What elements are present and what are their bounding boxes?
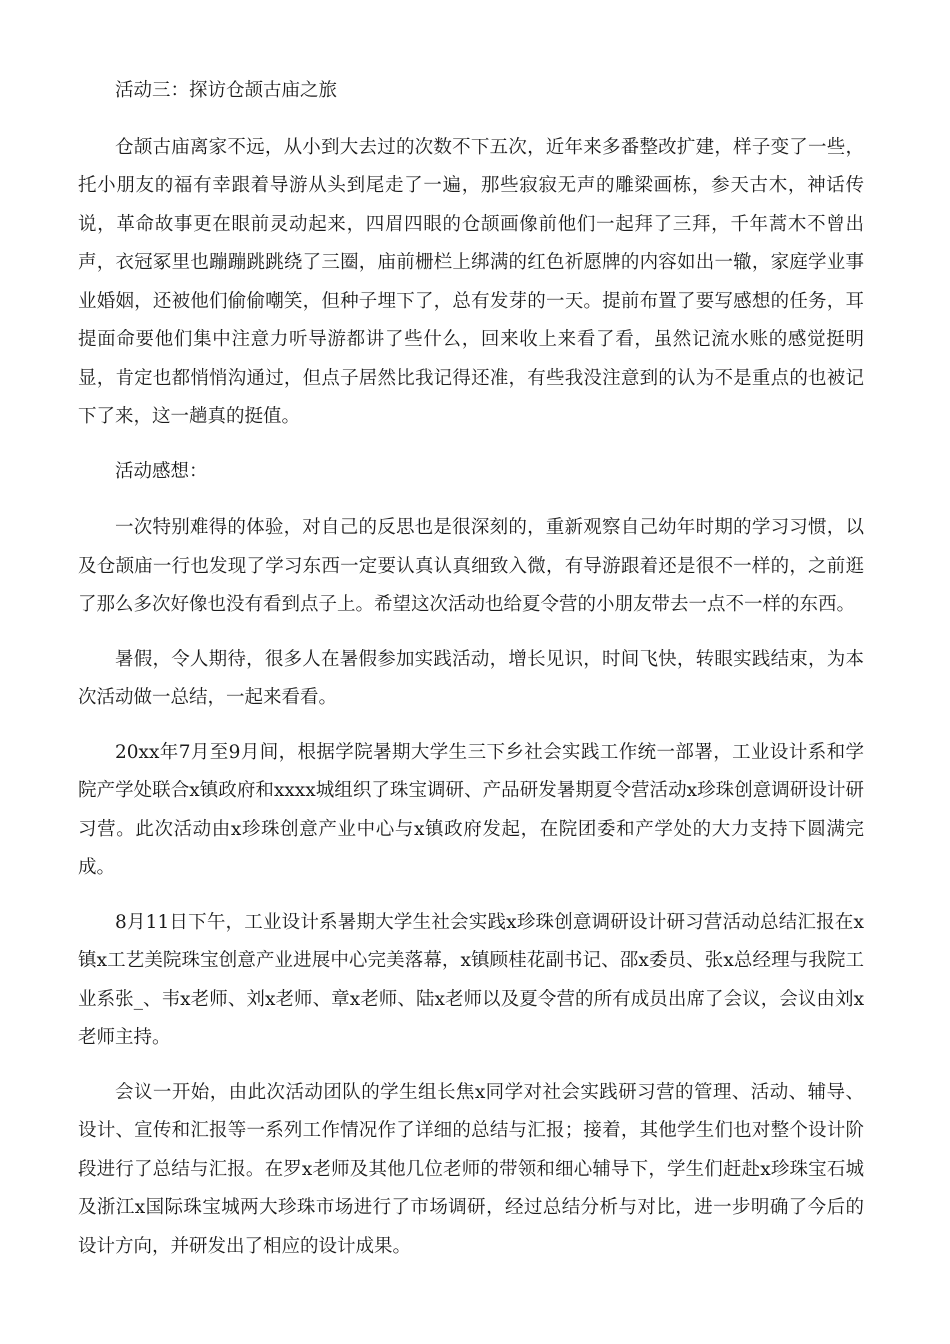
paragraph-reflection: 一次特别难得的体验，对自己的反思也是很深刻的，重新观察自己幼年时期的学习习惯，以及仓颉庙一行也发现了学习东西一定要认真认真细致入微，有导游跟着还是很不一样的，之前逛了那么多次好像也没有看到点子上。希望这次活动也给夏令营的小朋友带去一点不一样的东西。 xyxy=(78,517,864,615)
section-heading-reflections: 活动感想： xyxy=(115,460,208,482)
paragraph-camp-overview: 20xx年7月至9月间，根据学院暑期大学生三下乡社会实践工作统一部署，工业设计系和学院产学处联合x镇政府和xxxx城组织了珠宝调研、产品研发暑期夏令营活动x珍珠创意调研设计研习营。此次活动由x珍珠创意产业中心与x镇政府发起，在院团委和产学处的大力支持下圆满完成。 xyxy=(78,741,864,878)
section-heading-activity-three: 活动三：探访仓颉古庙之旅 xyxy=(115,80,338,101)
paragraph-meeting-summary: 会议一开始，由此次活动团队的学生组长焦x同学对社会实践研习营的管理、活动、辅导、设计、宣传和汇报等一系列工作情况作了详细的总结与汇报；接着，其他学生们也对整个设计阶段进行了总结与汇报。在罗x老师及其他几位老师的带领和细心辅导下，学生们赶赴x珍珠宝石城及浙江x国际珠宝城两大珍珠市场进行了市场调研，经过总结分析与对比，进一步明确了今后的设计方向，并研发出了相应的设计成果。 xyxy=(78,1081,864,1257)
paragraph-closing-ceremony: 8月11日下午，工业设计系暑期大学生社会实践x珍珠创意调研设计研习营活动总结汇报在x镇x工艺美院珠宝创意产业进展中心完美落幕，x镇顾桂花副书记、邵x委员、张x总经理与我院工业系张_、韦x老师、刘x老师、章x老师、陆x老师以及夏令营的所有成员出席了会议，会议由刘x老师主持。 xyxy=(78,911,864,1048)
paragraph-temple-visit: 仓颉古庙离家不远，从小到大去过的次数不下五次，近年来多番整改扩建，样子变了一些，托小朋友的福有幸跟着导游从头到尾走了一遍，那些寂寂无声的雕梁画栋，参天古木，神话传说，革命故事更在眼前灵动起来，四眉四眼的仓颉画像前他们一起拜了三拜，千年蒿木不曾出声，衣冠冢里也蹦蹦跳跳绕了三圈，庙前栅栏上绑满的红色祈愿牌的内容如出一辙，家庭学业事业婚姻，还被他们偷偷嘲笑，但种子埋下了，总有发芽的一天。提前布置了要写感想的任务，耳提面命要他们集中注意力听导游都讲了些什么，回来收上来看了看，虽然记流水账的感觉挺明显，肯定也都悄悄沟通过，但点子居然比我记得还准，有些我没注意到的认为不是重点的也被记下了来，这一趟真的挺值。 xyxy=(78,136,864,427)
document-page xyxy=(78,72,864,1282)
paragraph-summer-intro: 暑假，令人期待，很多人在暑假参加实践活动，增长见识，时间飞快，转眼实践结束，为本次活动做一总结，一起来看看。 xyxy=(78,648,864,708)
